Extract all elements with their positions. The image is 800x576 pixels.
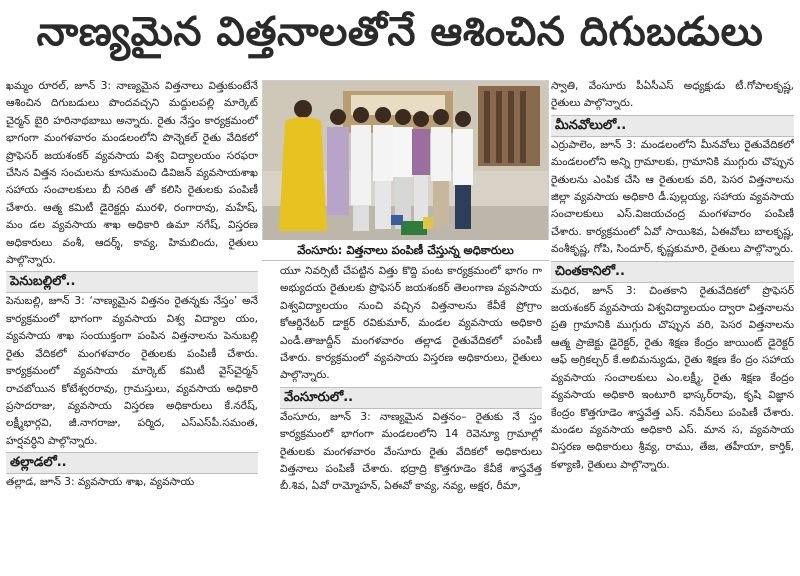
photo-officials-distributing-seeds xyxy=(263,81,548,251)
paragraph: పెనుబల్లి, జూన్‌ 3: ‘నాణ్యమైన విత్తనం రైతన్నకు నేస్తం’ అనే కార్యక్రమంలో భాగంగా వ్యవసాయ విశ్వ విద్యాల యం, వ్యవసాయ శాఖ సంయుక్తంగా పంపిన విత్తనాలను పెనుబల్లి రైతు వేదికలో మంగళవారం రైతులకు పంపిణీ చేశారు. కార్యక్రమంలో వ్యవసాయ మార్కెట్‌ కమిటీ వైస్‌చైర్మన్‌ రాచబోయిన కోటేశ్వరరావు, గ్రామస్తులు, వ్యవసాయ అధికారి ప్రసాదరాజు, వ్యవసాయ విస్తరణ అధికారులు కే.నరేష్‌, లక్ష్మీభార్గవి, జీ.నాగరాజు, పర్మిద, ఎస్‌ఎస్‌పీ.సమంత, హర్షవర్ధిని పాల్గొన్నారు. xyxy=(6,295,258,447)
article-column-3 xyxy=(551,78,794,574)
subheading-chintakani: చింతకానిలో.. xyxy=(551,261,794,283)
paragraph: మధిర, జూన్‌ 3: చింతకాని రైతువేదికలో ప్రొఫెసర్‌ జయశంకర్‌ వ్యవసాయ విశ్వవిద్యాలయం ద్వారా విత్తనాలను ప్రతి గ్రామానికి ముగ్గురు చొప్పున వరి, పెసర విత్తనాలను ఆత్మ ప్రాజెక్టు డైరెక్టర్‌, రైతు శిక్షణ కేంద్రం జాయింట్‌ డైరెక్టర్‌ ఆఫ్‌ అగ్రికల్చర్‌ కే.అబిమన్యుడు, రైతు శిక్షణ కేం ద్రం సహాయ వ్యవసాయ సంచాలకులు ఎం.లక్ష్మీ, రైతు శిక్షణ కేంద్రం వ్యవసాయ అధికారి ఇంటూరి భాస్కర్‌రావు, కృషి విజ్ఞాన కేంద్రం కొత్తగూడెం శాస్త్రవేత్త ఎస్‌. నవీన్‌లు పంపిణీ చేశారు. మండల వ్యవసాయ అధికారి ఎస్‌. మాన స, వ్యవసాయ విస్తరణ అధికారులు శ్రీవ్య, రాము, తేజ, తహీయా, కార్తిక్‌, కళ్యాణి, రైతులు పాల్గొన్నారు. xyxy=(551,284,794,471)
paragraph: ఎర్రుపాలెం, జూన్‌ 3: మండలంలోని మీనవోలు రైతువేదికలో మండలంలోని అన్ని గ్రామాలకు, గ్రామానికి ముగ్గురు చొప్పున రైతులను ఎంపిక చేసి ఆ రైతులకు వరి, పెసర విత్తనాలను జిల్లా వ్యవసాయ అధికారి డీ.పుల్లయ్య, సహాయ వ్యవసాయ సంచాలకులు ఎస్‌.విజయచంద్ర మంగళవారం పంపిణీ చేశారు. కార్యక్రమంలో ఏవో సాయిశివ, ఏఈవోలు బాలకృష్ణ, వంశీకృష్ణ, గోపి, సిందూర్‌, కృష్ణకుమారి, రైతులు పాల్గొన్నారు. xyxy=(551,138,794,256)
subheading-vemsur: వేంసూరులో.. xyxy=(280,387,542,409)
paragraph: యూ నివర్సిటీ చేపట్టిన విత్తు కొద్ది పంట కార్యక్రమంలో భాగం గా అభ్యుదయ రైతులకు ప్రొఫెసర్‌ జయశంకర్‌ తెలంగాణ వ్యవసాయ విశ్వవిద్యాలయం నుంచి వచ్చిన విత్తనాలను కేవీకే ప్రోగ్రాం కోఆర్డినేటర్‌ డాక్టర్‌ రవికుమార్‌, మండల వ్యవసాయ అధికారి ఎండీ.తాజుద్దీన్‌ మంగళవారం తల్లాడ రైతువేదికలో పంపిణీ చేశారు. కార్యక్రమంలో వ్యవసాయ విస్తరణ అధికారులు, రైతులు పాల్గొన్నారు. xyxy=(280,265,542,382)
headline: నాణ్యమైన విత్తనాలతోనే ఆశించిన దిగుబడులు xyxy=(36,9,764,55)
paragraph: స్వాతి, వేంసూరు పీఏసీఎస్‌ అధ్యక్షుడు టీ.గోపాలకృష్ణ, రైతులు పాల్గొన్నారు. xyxy=(551,80,794,110)
article-column-2 xyxy=(280,263,542,573)
article-column-1 xyxy=(6,78,258,574)
paragraph: ఖమ్మం రూరల్‌, జూన్‌ 3: నాణ్యమైన విత్తనాలు విత్తుకుంటేనే ఆశించిన దిగుబడులు పొందవచ్చని మద్దులపల్లి మార్కెట్‌ చైర్మన్‌ బైరి హరినాథబాబు అన్నారు. రైతు నేస్తం కార్యక్రమంలో భాగంగా మంగళవారం మండలంలోని పొన్నెకల్‌ రైతు వేదికలో ప్రొఫెసర్‌ జయశంకర్‌ వ్యవసాయ విశ్వ విద్యాలయం సరఫరా చేసిన విత్తన సంచులను కూసుమంచి డివిజన్‌ వ్యవసాయశాఖ సహాయ సంచాలకులు బీ సరిత తో కలిసి రైతులకు పంపిణీ చేశారు. ఆత్మ కమిటీ డైరెక్టర్లు మురళి, రంగారావు, మహేష్‌, మం డల వ్యవసాయ శాఖ అధికారి ఉమా నగేష్‌, విస్తరణ అధికారులు వంశీ, ఆదర్శ్‌, కావ్య, హిమబిందు, రైతులు పాల్గొన్నారు. xyxy=(6,80,258,267)
paragraph: తల్లాడ, జూన్‌ 3: వ్యవసాయ శాఖ, వ్యవసాయ xyxy=(6,476,195,489)
subheading-tallada: తల్లాడలో.. xyxy=(6,452,258,474)
photo-caption: వేంసూరు: విత్తనాలు పంపిణీ చేస్తున్న అధికారులు xyxy=(262,240,549,261)
subheading-meenavolu: మీనవోలులో.. xyxy=(551,115,794,137)
paragraph: వేంసూరు, జూన్‌ 3: నాణ్యమైన విత్తనం– రైతుకు నే స్తం కార్యక్రమంలో భాగంగా మండలంలోని 14 రెవెన్యూ గ్రామాల్లో రైతులకు మంగళవారం వేంసూరు రైతు వేదికలో అధికారులు విత్తనాలు పంపిణీ చేశారు. భద్రాద్రి కొత్తగూడెం కేవీకే శాస్త్రవేత్త బీ.శివ, ఏవో రామ్మోహన్‌, ఏఈవో కావ్య, నవ్య, అక్షర, రీమా, xyxy=(280,410,542,493)
subheading-penuballi: పెనుబల్లిలో.. xyxy=(6,271,258,293)
news-photo xyxy=(262,80,549,252)
